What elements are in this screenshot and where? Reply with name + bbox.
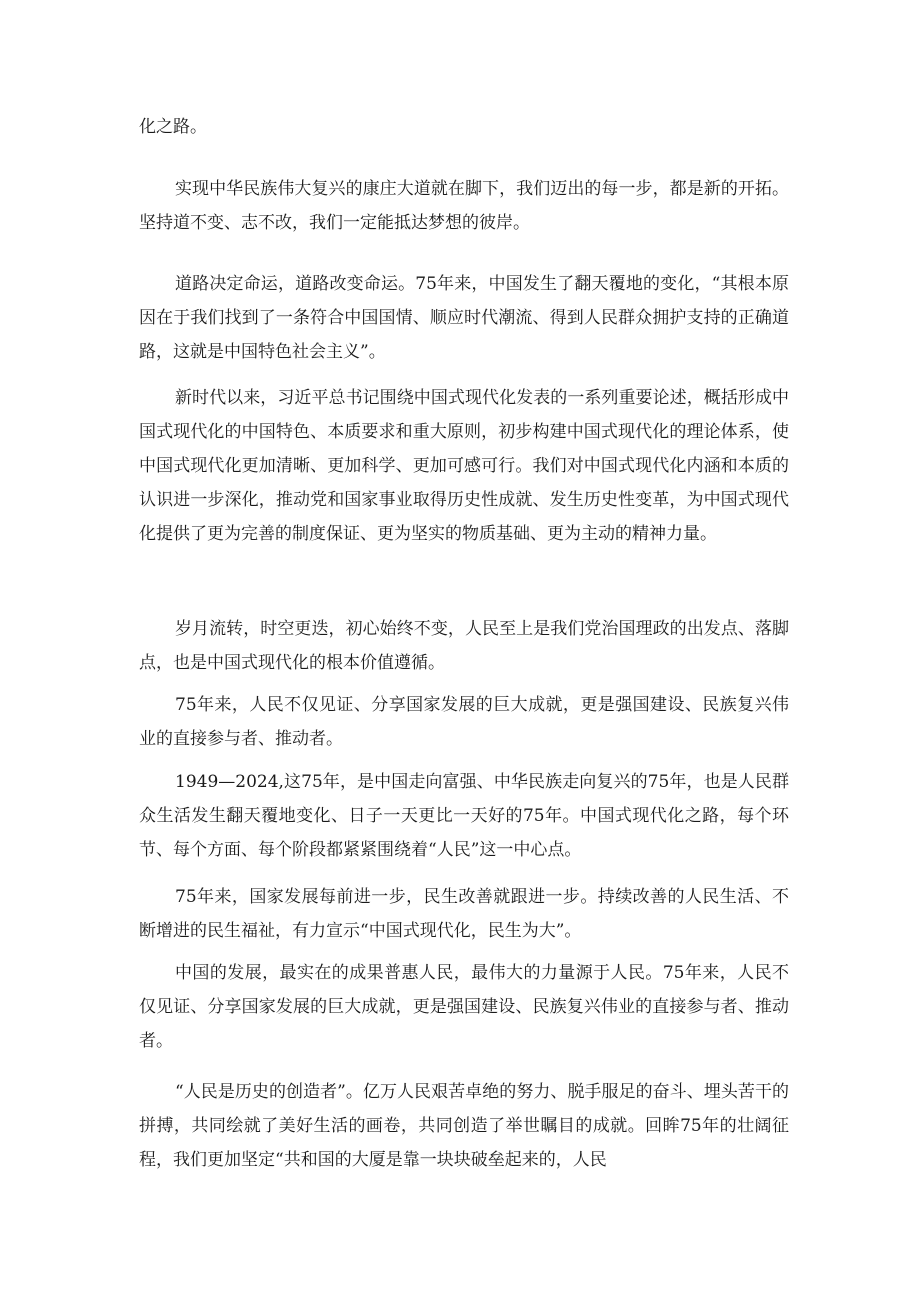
paragraph-7: 75年来，国家发展每前进一步，民生改善就跟进一步。持续改善的人民生活、不断增进的民生福祉，有力宣示“中国式现代化，民生为大”。	[139, 887, 789, 941]
paragraph-continuation: 化之路。	[139, 117, 207, 137]
paragraph-5: 75年来，人民不仅见证、分享国家发展的巨大成就，更是强国建设、民族复兴伟业的直接参与者、推动者。	[139, 695, 789, 749]
paragraph-8: 中国的发展，最实在的成果普惠人民，最伟大的力量源于人民。75年来，人民不仅见证、分享国家发展的巨大成就，更是强国建设、民族复兴伟业的直接参与者、推动者。	[139, 963, 789, 1051]
paragraph-2: 道路决定命运，道路改变命运。75年来，中国发生了翻天覆地的变化，“其根本原因在于我们找到了一条符合中国国情、顺应时代潮流、得到人民群众拥护支持的正确道路，这就是中国特色社会主义”。	[139, 274, 789, 362]
paragraph-3: 新时代以来，习近平总书记围绕中国式现代化发表的一系列重要论述，概括形成中国式现代化的中国特色、本质要求和重大原则，初步构建中国式现代化的理论体系，使中国式现代化更加清晰、更加科学、更加可感可行。我们对中国式现代化内涵和本质的认识进一步深化，推动党和国家事业取得历史性成就、发生历史性变革，为中国式现代化提供了更为完善的制度保证、更为坚实的物质基础、更为主动的精神力量。	[139, 388, 789, 544]
paragraph-1: 实现中华民族伟大复兴的康庄大道就在脚下，我们迈出的每一步，都是新的开拓。坚持道不变、志不改，我们一定能抵达梦想的彼岸。	[139, 179, 789, 233]
paragraph-6: 1949—2024,这75年，是中国走向富强、中华民族走向复兴的75年，也是人民群众生活发生翻天覆地变化、日子一天更比一天好的75年。中国式现代化之路，每个环节、每个方面、每个阶段都紧紧围绕着“人民”这一中心点。	[139, 772, 789, 860]
paragraph-9: “人民是历史的创造者”。亿万人民艰苦卓绝的努力、脱手服足的奋斗、埋头苦干的拼搏，共同绘就了美好生活的画卷，共同创造了举世瞩目的成就。回眸75年的壮阔征程，我们更加坚定“共和国的大厦是靠一块块破垒起来的，人民	[139, 1082, 789, 1170]
paragraph-4: 岁月流转，时空更迭，初心始终不变，人民至上是我们党治国理政的出发点、落脚点，也是中国式现代化的根本价值遵循。	[139, 619, 789, 673]
